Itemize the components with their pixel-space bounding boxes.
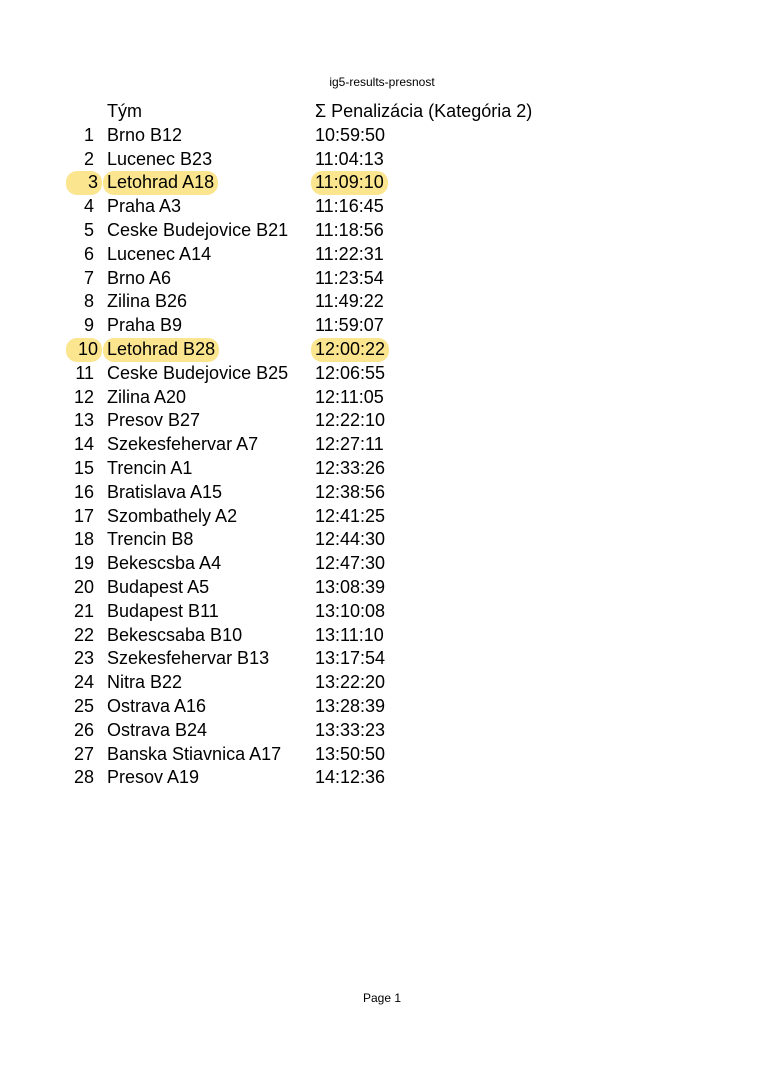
table-row — [66, 219, 626, 243]
table-row — [66, 243, 626, 267]
team-cell: Ceske Budejovice B21 — [107, 219, 289, 240]
penalty-cell: 12:27:11 — [315, 434, 384, 455]
team-cell: Trencin B8 — [107, 529, 194, 550]
penalty-cell: 11:04:13 — [315, 148, 384, 169]
rank-cell: 10 — [66, 338, 102, 362]
rank-cell: 20 — [73, 576, 94, 597]
rank-cell: 28 — [73, 767, 94, 788]
table-row — [66, 505, 626, 529]
team-cell: Presov A19 — [107, 767, 200, 788]
team-cell: Szekesfehervar A7 — [107, 434, 259, 455]
team-cell: Ostrava A16 — [107, 695, 207, 716]
header-rank — [66, 100, 94, 124]
rank-cell: 8 — [83, 291, 94, 312]
penalty-cell: 12:11:05 — [315, 386, 384, 407]
table-row — [66, 624, 626, 648]
rank-cell: 6 — [83, 243, 94, 264]
table-row — [66, 195, 626, 219]
table-row — [66, 695, 626, 719]
table-row — [66, 719, 626, 743]
penalty-cell: 14:12:36 — [315, 767, 386, 788]
rank-cell: 22 — [73, 624, 94, 645]
team-cell: Budapest B11 — [107, 600, 219, 621]
rank-cell: 24 — [73, 672, 94, 693]
team-cell: Presov B27 — [107, 410, 201, 431]
penalty-cell: 13:17:54 — [315, 648, 386, 669]
rank-cell: 11 — [75, 362, 94, 383]
rank-cell: 14 — [73, 434, 94, 455]
penalty-cell: 13:33:23 — [315, 719, 386, 740]
table-row — [66, 124, 626, 148]
table-row — [66, 338, 626, 362]
rank-cell: 4 — [83, 196, 94, 217]
table-row — [66, 290, 626, 314]
team-cell: Zilina B26 — [107, 291, 188, 312]
team-cell: Banska Stiavnica A17 — [107, 743, 282, 764]
table-row — [66, 362, 626, 386]
penalty-cell: 13:50:50 — [315, 743, 386, 764]
penalty-cell: 12:38:56 — [315, 481, 386, 502]
penalty-cell: 10:59:50 — [315, 124, 386, 145]
team-cell: Szekesfehervar B13 — [107, 648, 270, 669]
penalty-cell: 13:10:08 — [315, 600, 386, 621]
team-cell: Letohrad B28 — [103, 338, 219, 362]
team-cell: Praha B9 — [107, 315, 183, 336]
table-row — [66, 314, 626, 338]
rank-cell: 7 — [83, 267, 94, 288]
rank-cell: 23 — [73, 648, 94, 669]
rank-cell: 15 — [73, 457, 94, 478]
results-table — [66, 100, 626, 790]
rank-cell: 3 — [66, 171, 102, 195]
rank-cell: 12 — [73, 386, 94, 407]
team-cell: Bekescsba A4 — [107, 553, 222, 574]
team-cell: Nitra B22 — [107, 672, 183, 693]
penalty-cell: 12:33:26 — [315, 457, 386, 478]
penalty-cell: 11:09:10 — [311, 171, 388, 195]
rank-cell: 18 — [73, 529, 94, 550]
table-row — [66, 148, 626, 172]
rank-cell: 13 — [73, 410, 94, 431]
header-team: Tým — [107, 101, 142, 121]
page-number: Page 1 — [362, 991, 402, 1005]
team-cell: Lucenec B23 — [107, 148, 213, 169]
rank-cell: 5 — [83, 219, 94, 240]
table-row — [66, 386, 626, 410]
team-cell: Praha A3 — [107, 196, 182, 217]
penalty-cell: 11:23:54 — [315, 267, 384, 288]
team-cell: Trencin A1 — [107, 457, 193, 478]
penalty-cell: 11:49:22 — [315, 291, 384, 312]
rank-cell: 16 — [73, 481, 94, 502]
team-cell: Szombathely A2 — [107, 505, 238, 526]
rank-cell: 2 — [83, 148, 94, 169]
table-row — [66, 528, 626, 552]
table-row — [66, 171, 626, 195]
team-cell: Lucenec A14 — [107, 243, 212, 264]
penalty-cell: 11:22:31 — [315, 243, 384, 264]
table-row — [66, 481, 626, 505]
table-header-row — [66, 100, 626, 124]
table-row — [66, 267, 626, 291]
table-row — [66, 457, 626, 481]
table-row — [66, 433, 626, 457]
team-cell: Ostrava B24 — [107, 719, 208, 740]
penalty-cell: 12:47:30 — [315, 553, 386, 574]
team-cell: Ceske Budejovice B25 — [107, 362, 289, 383]
team-cell: Bekescsaba B10 — [107, 624, 243, 645]
penalty-cell: 12:06:55 — [315, 362, 386, 383]
penalty-cell: 11:59:07 — [315, 315, 384, 336]
table-row — [66, 647, 626, 671]
header-penalty: Σ Penalizácia (Kategória 2) — [315, 101, 533, 121]
table-row — [66, 576, 626, 600]
penalty-cell: 11:18:56 — [315, 219, 384, 240]
rank-cell: 19 — [73, 553, 94, 574]
team-cell: Bratislava A15 — [107, 481, 223, 502]
team-cell: Letohrad A18 — [103, 171, 218, 195]
penalty-cell: 13:28:39 — [315, 695, 386, 716]
penalty-cell: 12:41:25 — [315, 505, 386, 526]
table-row — [66, 600, 626, 624]
rank-cell: 9 — [83, 315, 94, 336]
penalty-cell: 13:11:10 — [315, 624, 384, 645]
rank-cell: 26 — [73, 719, 94, 740]
team-cell: Brno B12 — [107, 124, 183, 145]
table-row — [66, 409, 626, 433]
table-row — [66, 671, 626, 695]
table-row — [66, 552, 626, 576]
penalty-cell: 12:22:10 — [315, 410, 386, 431]
penalty-cell: 12:44:30 — [315, 529, 386, 550]
penalty-cell: 12:00:22 — [311, 338, 389, 362]
rank-cell: 1 — [83, 124, 94, 145]
team-cell: Brno A6 — [107, 267, 172, 288]
team-cell: Budapest A5 — [107, 576, 210, 597]
penalty-cell: 11:16:45 — [315, 196, 384, 217]
table-row — [66, 766, 626, 790]
penalty-cell: 13:08:39 — [315, 576, 386, 597]
rank-cell: 17 — [73, 505, 94, 526]
rank-cell: 25 — [73, 695, 94, 716]
table-body — [66, 124, 626, 790]
document-header: ig5-results-presnost — [329, 75, 435, 89]
penalty-cell: 13:22:20 — [315, 672, 386, 693]
table-row — [66, 743, 626, 767]
team-cell: Zilina A20 — [107, 386, 187, 407]
rank-cell: 21 — [73, 600, 94, 621]
rank-cell: 27 — [73, 743, 94, 764]
